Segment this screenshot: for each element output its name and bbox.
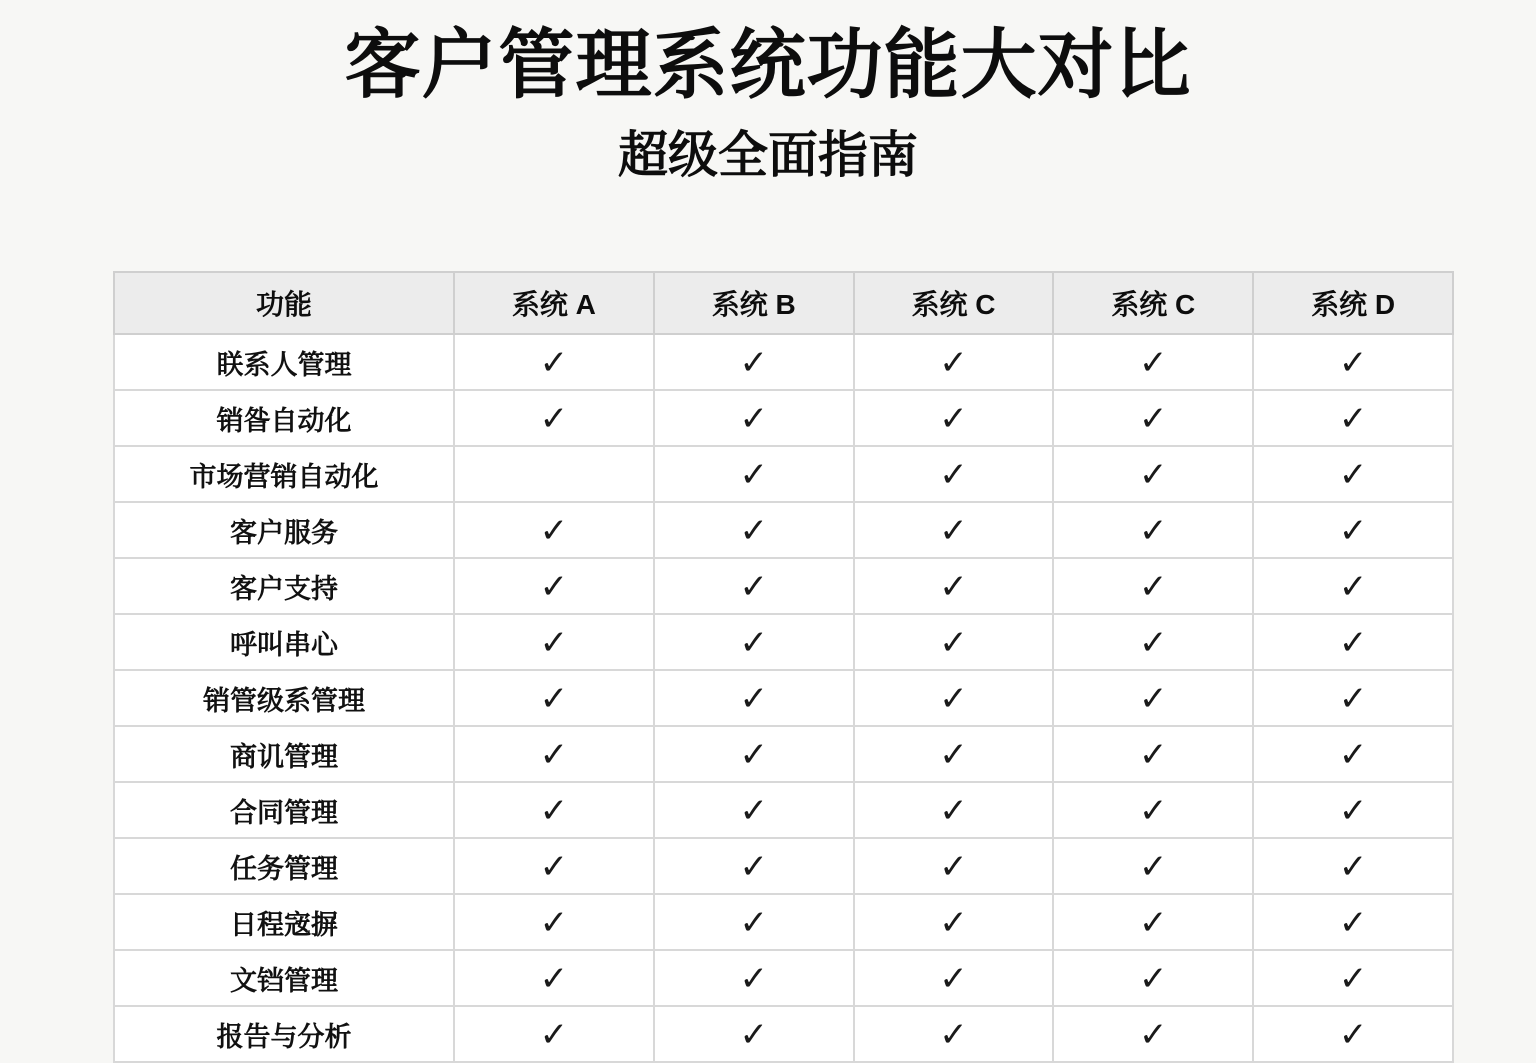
feature-name-cell: 商讥管理 <box>114 726 454 782</box>
feature-name-cell: 任务管理 <box>114 838 454 894</box>
support-cell <box>854 726 1054 782</box>
support-cell <box>1053 838 1253 894</box>
feature-name-cell: 文铛管理 <box>114 950 454 1006</box>
support-cell <box>1053 502 1253 558</box>
support-cell <box>454 726 654 782</box>
check-icon: ✓ <box>939 568 968 606</box>
support-cell <box>1253 614 1453 670</box>
feature-name-cell: 销管级系管理 <box>114 670 454 726</box>
check-icon: ✓ <box>1338 512 1368 550</box>
page-title: 客户管理系统功能大对比 <box>344 23 1192 108</box>
support-cell <box>654 894 854 950</box>
feature-name-cell: 眹系人管理 <box>114 334 454 390</box>
feature-name-cell: 市场营销自动化 <box>114 446 454 502</box>
check-icon: ✓ <box>1139 568 1168 606</box>
check-icon: ✓ <box>1338 344 1368 382</box>
check-icon: ✓ <box>939 344 968 382</box>
check-icon: ✓ <box>1338 624 1368 662</box>
check-icon: ✓ <box>1139 1016 1168 1054</box>
check-icon: ✓ <box>1338 848 1368 886</box>
table-header <box>114 272 1453 334</box>
feature-name-cell: 呼叫串心 <box>114 614 454 670</box>
table-body <box>114 334 1453 1062</box>
check-icon: ✓ <box>1139 400 1168 438</box>
check-icon: ✓ <box>539 848 569 886</box>
check-icon: ✓ <box>1139 624 1168 662</box>
check-icon: ✓ <box>539 512 569 550</box>
check-icon: ✓ <box>1338 904 1368 942</box>
check-icon: ✓ <box>1139 960 1168 998</box>
table-header-row <box>114 272 1453 334</box>
support-cell <box>654 782 854 838</box>
support-cell <box>854 670 1054 726</box>
support-cell <box>1253 1006 1453 1062</box>
support-cell <box>454 838 654 894</box>
table-row <box>114 838 1453 894</box>
support-cell <box>654 558 854 614</box>
support-cell <box>654 726 854 782</box>
check-icon: ✓ <box>939 512 968 550</box>
table-row <box>114 334 1453 390</box>
table-row <box>114 558 1453 614</box>
check-icon: ✓ <box>1139 792 1168 830</box>
check-icon: ✓ <box>1139 848 1168 886</box>
support-cell <box>1053 334 1253 390</box>
feature-name-cell: 客户支持 <box>114 558 454 614</box>
comparison-page <box>0 23 1536 1054</box>
feature-comparison-table <box>113 271 1454 1063</box>
check-icon: ✓ <box>739 456 768 494</box>
support-cell <box>1053 390 1253 446</box>
table-row <box>114 502 1453 558</box>
no-support-blank <box>553 477 554 478</box>
support-cell <box>854 558 1054 614</box>
support-cell <box>1253 390 1453 446</box>
check-icon: ✓ <box>539 904 569 942</box>
support-cell <box>1253 446 1453 502</box>
check-icon: ✓ <box>939 680 968 718</box>
check-icon: ✓ <box>1139 736 1168 774</box>
column-header-system-b: 系统 B <box>654 272 854 334</box>
support-cell <box>654 502 854 558</box>
check-icon: ✓ <box>739 960 768 998</box>
check-icon: ✓ <box>539 400 569 438</box>
table-row <box>114 614 1453 670</box>
check-icon: ✓ <box>539 680 569 718</box>
support-cell <box>1253 502 1453 558</box>
support-cell <box>654 1006 854 1062</box>
check-icon: ✓ <box>539 568 569 606</box>
support-cell <box>1253 950 1453 1006</box>
check-icon: ✓ <box>1338 1016 1368 1054</box>
support-cell <box>1253 670 1453 726</box>
support-cell <box>454 1006 654 1062</box>
check-icon: ✓ <box>939 736 968 774</box>
check-icon: ✓ <box>1139 680 1168 718</box>
column-header-system-c1: 系统 C <box>854 272 1054 334</box>
support-cell <box>1053 614 1253 670</box>
comparison-table-container <box>113 271 1454 1063</box>
support-cell <box>1053 446 1253 502</box>
check-icon: ✓ <box>739 1016 768 1054</box>
feature-name-cell: 日程宼摒 <box>114 894 454 950</box>
check-icon: ✓ <box>739 904 768 942</box>
page-subtitle: 超级全面指南 <box>618 127 918 183</box>
check-icon: ✓ <box>739 512 768 550</box>
check-icon: ✓ <box>1338 568 1368 606</box>
check-icon: ✓ <box>939 848 968 886</box>
check-icon: ✓ <box>539 624 569 662</box>
support-cell <box>854 334 1054 390</box>
support-cell <box>854 502 1054 558</box>
support-cell <box>1053 558 1253 614</box>
table-row <box>114 446 1453 502</box>
support-cell <box>1053 726 1253 782</box>
check-icon: ✓ <box>739 344 768 382</box>
check-icon: ✓ <box>539 736 569 774</box>
table-row <box>114 782 1453 838</box>
check-icon: ✓ <box>939 904 968 942</box>
check-icon: ✓ <box>939 456 968 494</box>
support-cell <box>854 950 1054 1006</box>
feature-name-cell: 合同管理 <box>114 782 454 838</box>
check-icon: ✓ <box>939 960 968 998</box>
support-cell <box>454 446 654 502</box>
check-icon: ✓ <box>539 1016 569 1054</box>
check-icon: ✓ <box>1338 792 1368 830</box>
check-icon: ✓ <box>939 624 968 662</box>
support-cell <box>1253 334 1453 390</box>
check-icon: ✓ <box>939 1016 968 1054</box>
table-row <box>114 950 1453 1006</box>
check-icon: ✓ <box>739 680 768 718</box>
support-cell <box>454 782 654 838</box>
support-cell <box>1253 558 1453 614</box>
check-icon: ✓ <box>1338 456 1368 494</box>
support-cell <box>654 670 854 726</box>
support-cell <box>454 558 654 614</box>
check-icon: ✓ <box>1338 736 1368 774</box>
table-row <box>114 670 1453 726</box>
support-cell <box>654 334 854 390</box>
support-cell <box>854 838 1054 894</box>
column-header-system-a: 系统 A <box>454 272 654 334</box>
check-icon: ✓ <box>1139 456 1168 494</box>
column-header-feature: 功能 <box>114 272 454 334</box>
check-icon: ✓ <box>739 792 768 830</box>
support-cell <box>1053 782 1253 838</box>
support-cell <box>1253 726 1453 782</box>
support-cell <box>1253 894 1453 950</box>
feature-name-cell: 销昝自动化 <box>114 390 454 446</box>
check-icon: ✓ <box>539 960 569 998</box>
table-row <box>114 726 1453 782</box>
support-cell <box>454 894 654 950</box>
support-cell <box>654 614 854 670</box>
support-cell <box>1253 838 1453 894</box>
check-icon: ✓ <box>1139 344 1168 382</box>
check-icon: ✓ <box>939 792 968 830</box>
support-cell <box>654 950 854 1006</box>
check-icon: ✓ <box>1338 680 1368 718</box>
support-cell <box>1053 670 1253 726</box>
support-cell <box>454 670 654 726</box>
support-cell <box>454 334 654 390</box>
support-cell <box>854 782 1054 838</box>
check-icon: ✓ <box>1338 960 1368 998</box>
support-cell <box>654 446 854 502</box>
support-cell <box>854 1006 1054 1062</box>
column-header-system-d: 系统 D <box>1253 272 1453 334</box>
feature-name-cell: 客户服务 <box>114 502 454 558</box>
check-icon: ✓ <box>1338 400 1368 438</box>
support-cell <box>1053 1006 1253 1062</box>
table-row <box>114 1006 1453 1062</box>
support-cell <box>654 390 854 446</box>
support-cell <box>854 894 1054 950</box>
table-row <box>114 894 1453 950</box>
check-icon: ✓ <box>739 400 768 438</box>
support-cell <box>454 950 654 1006</box>
support-cell <box>1053 950 1253 1006</box>
support-cell <box>454 390 654 446</box>
support-cell <box>1053 894 1253 950</box>
support-cell <box>454 614 654 670</box>
check-icon: ✓ <box>1139 904 1168 942</box>
check-icon: ✓ <box>539 344 569 382</box>
check-icon: ✓ <box>1139 512 1168 550</box>
check-icon: ✓ <box>539 792 569 830</box>
check-icon: ✓ <box>739 624 768 662</box>
column-header-system-c2: 系统 C <box>1053 272 1253 334</box>
support-cell <box>854 614 1054 670</box>
check-icon: ✓ <box>939 400 968 438</box>
table-row <box>114 390 1453 446</box>
check-icon: ✓ <box>739 848 768 886</box>
support-cell <box>454 502 654 558</box>
support-cell <box>654 838 854 894</box>
support-cell <box>1253 782 1453 838</box>
feature-name-cell: 报告与分析 <box>114 1006 454 1062</box>
check-icon: ✓ <box>739 736 768 774</box>
support-cell <box>854 446 1054 502</box>
check-icon: ✓ <box>739 568 768 606</box>
support-cell <box>854 390 1054 446</box>
